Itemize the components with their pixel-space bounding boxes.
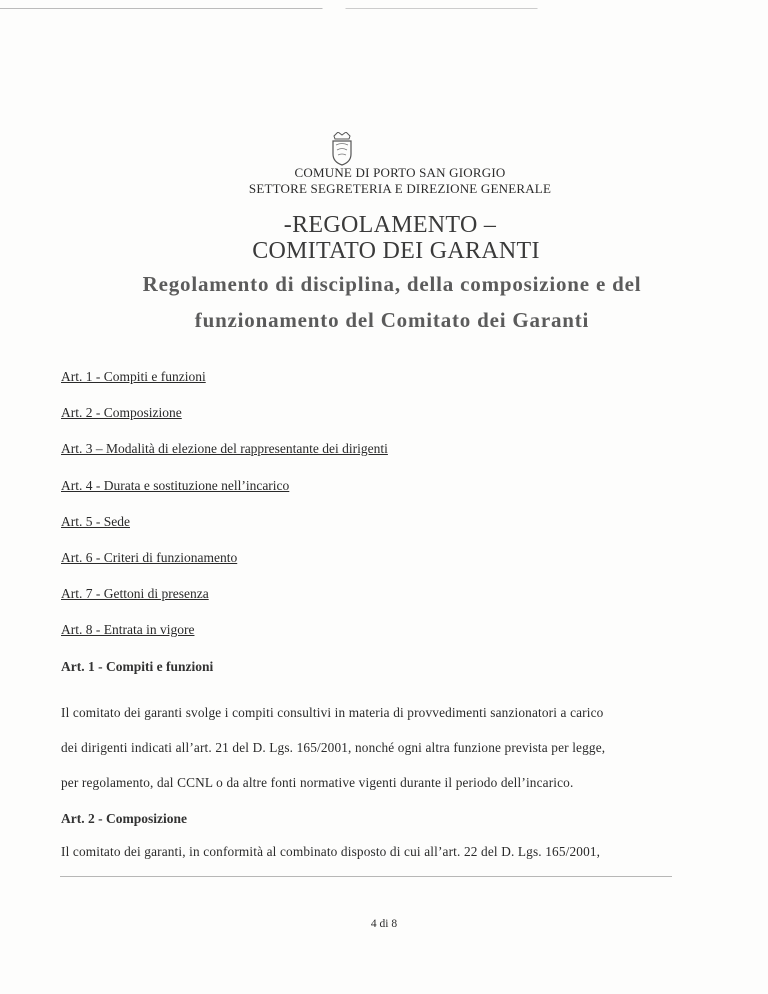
toc-link-art-5[interactable]: Art. 5 - Sede [61, 513, 130, 529]
toc-link-art-8[interactable]: Art. 8 - Entrata in vigore [61, 622, 195, 638]
top-scan-rule [0, 8, 768, 9]
art-1-heading: Art. 1 - Compiti e funzioni [61, 659, 214, 674]
art-1-line-3: per regolamento, dal CCNL o da altre fonti normative vigenti durante il periodo dell’incarico. [61, 775, 574, 790]
art-1-line-2: dei dirigenti indicati all’art. 21 del D. Lgs. 165/2001, nonché ogni altra funzione prevista per legge, [61, 740, 606, 755]
municipal-crest-icon [330, 132, 354, 166]
art-2-line-1: Il comitato dei garanti, in conformità al combinato disposto di cui all’art. 22 del D. Lgs. 165/2001, [61, 844, 601, 859]
comune-name: COMUNE DI PORTO SAN GIORGIO [294, 165, 506, 180]
toc-link-art-1[interactable]: Art. 1 - Compiti e funzioni [61, 369, 206, 384]
toc-link-art-4[interactable]: Art. 4 - Durata e sostituzione nell’incarico [61, 477, 290, 493]
toc-link-art-3[interactable]: Art. 3 – Modalità di elezione del rappresentante dei dirigenti [61, 441, 388, 457]
toc-link-art-2[interactable]: Art. 2 - Composizione [61, 405, 182, 421]
toc-link-art-6[interactable]: Art. 6 - Criteri di funzionamento [61, 549, 238, 565]
toc-link-art-7[interactable]: Art. 7 - Gettoni di presenza [61, 586, 209, 602]
footer-rule [60, 876, 672, 877]
regolamento-subtitle: COMITATO DEI GARANTI [252, 238, 540, 264]
main-title-line-1: Regolamento di disciplina, della composizione e del [142, 272, 642, 296]
page-number: 4 di 8 [370, 918, 398, 930]
regolamento-title: -REGOLAMENTO – [283, 212, 497, 238]
table-of-contents [61, 367, 388, 657]
settore-name: SETTORE SEGRETERIA E DIREZIONE GENERALE [248, 181, 552, 196]
main-title-line-2: funzionamento del Comitato dei Garanti [194, 308, 590, 332]
art-1-line-1: Il comitato dei garanti svolge i compiti consultivi in materia di provvedimenti sanzionatori a carico [61, 705, 604, 720]
art-2-heading: Art. 2 - Composizione [61, 811, 187, 826]
